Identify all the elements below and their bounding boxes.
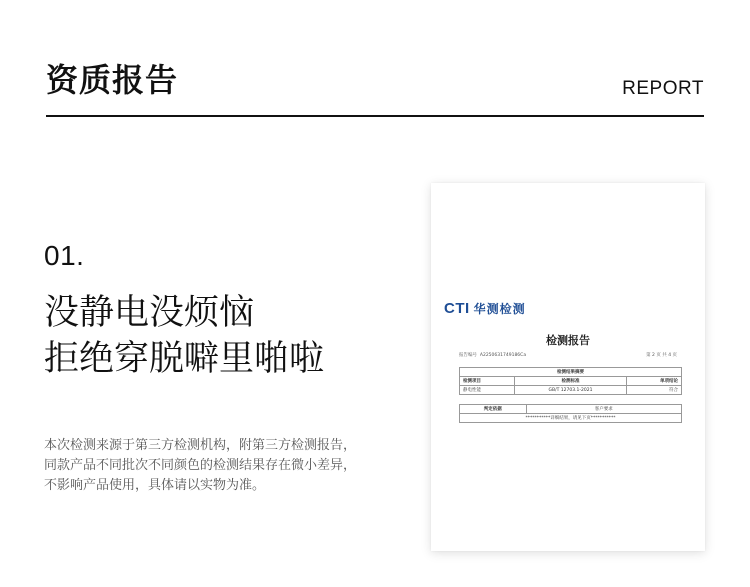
report-meta — [459, 352, 677, 358]
headline-line-2: 拒绝穿脱噼里啪啦 — [44, 339, 325, 379]
table-cell: 符合 — [627, 386, 682, 395]
report-number-label: 报告编号 — [459, 353, 477, 358]
report-number — [459, 352, 526, 358]
summary-caption: 检测结果摘要 — [460, 368, 682, 377]
description-line-1: 本次检测来源于第三方检测机构，附第三方检测报告， — [44, 438, 357, 453]
judgement-value: 客户要求 — [526, 405, 681, 414]
table-header: 检测项目 — [460, 377, 515, 386]
description-line-3: 不影响产品使用，具体请以实物为准。 — [44, 478, 266, 493]
page-title: 资质报告 — [46, 61, 179, 99]
header-divider — [46, 115, 704, 117]
table-header: 检测标准 — [514, 377, 626, 386]
description-line-2: 同款产品不同批次不同颜色的检测结果存在微小差异， — [44, 458, 357, 473]
report-number-value: A2250631749186Ca — [479, 353, 527, 358]
headline-line-1: 没静电没烦恼 — [44, 293, 255, 333]
table-row — [460, 386, 682, 395]
page-subtitle: REPORT — [622, 78, 704, 99]
section-description — [44, 436, 389, 496]
page-info: 第 2 页 共 4 页 — [646, 353, 677, 358]
section-number: 01. — [44, 240, 85, 271]
report-title: 检测报告 — [546, 334, 590, 347]
report-document — [431, 183, 705, 551]
table-cell: GB/T 12703.1-2021 — [514, 386, 626, 395]
judgement-table — [459, 404, 682, 423]
section-headline — [44, 290, 324, 382]
footer-note: ***********详细结果，请见下页*********** — [460, 414, 682, 423]
logo-cn-text: 华测检测 — [473, 302, 526, 316]
result-summary-table — [459, 367, 682, 395]
table-header: 单项结论 — [627, 377, 682, 386]
judgement-label: 判定依据 — [460, 405, 527, 414]
table-cell: 静电性能 — [460, 386, 515, 395]
cti-logo — [444, 300, 526, 317]
logo-text: CTI — [444, 300, 470, 317]
